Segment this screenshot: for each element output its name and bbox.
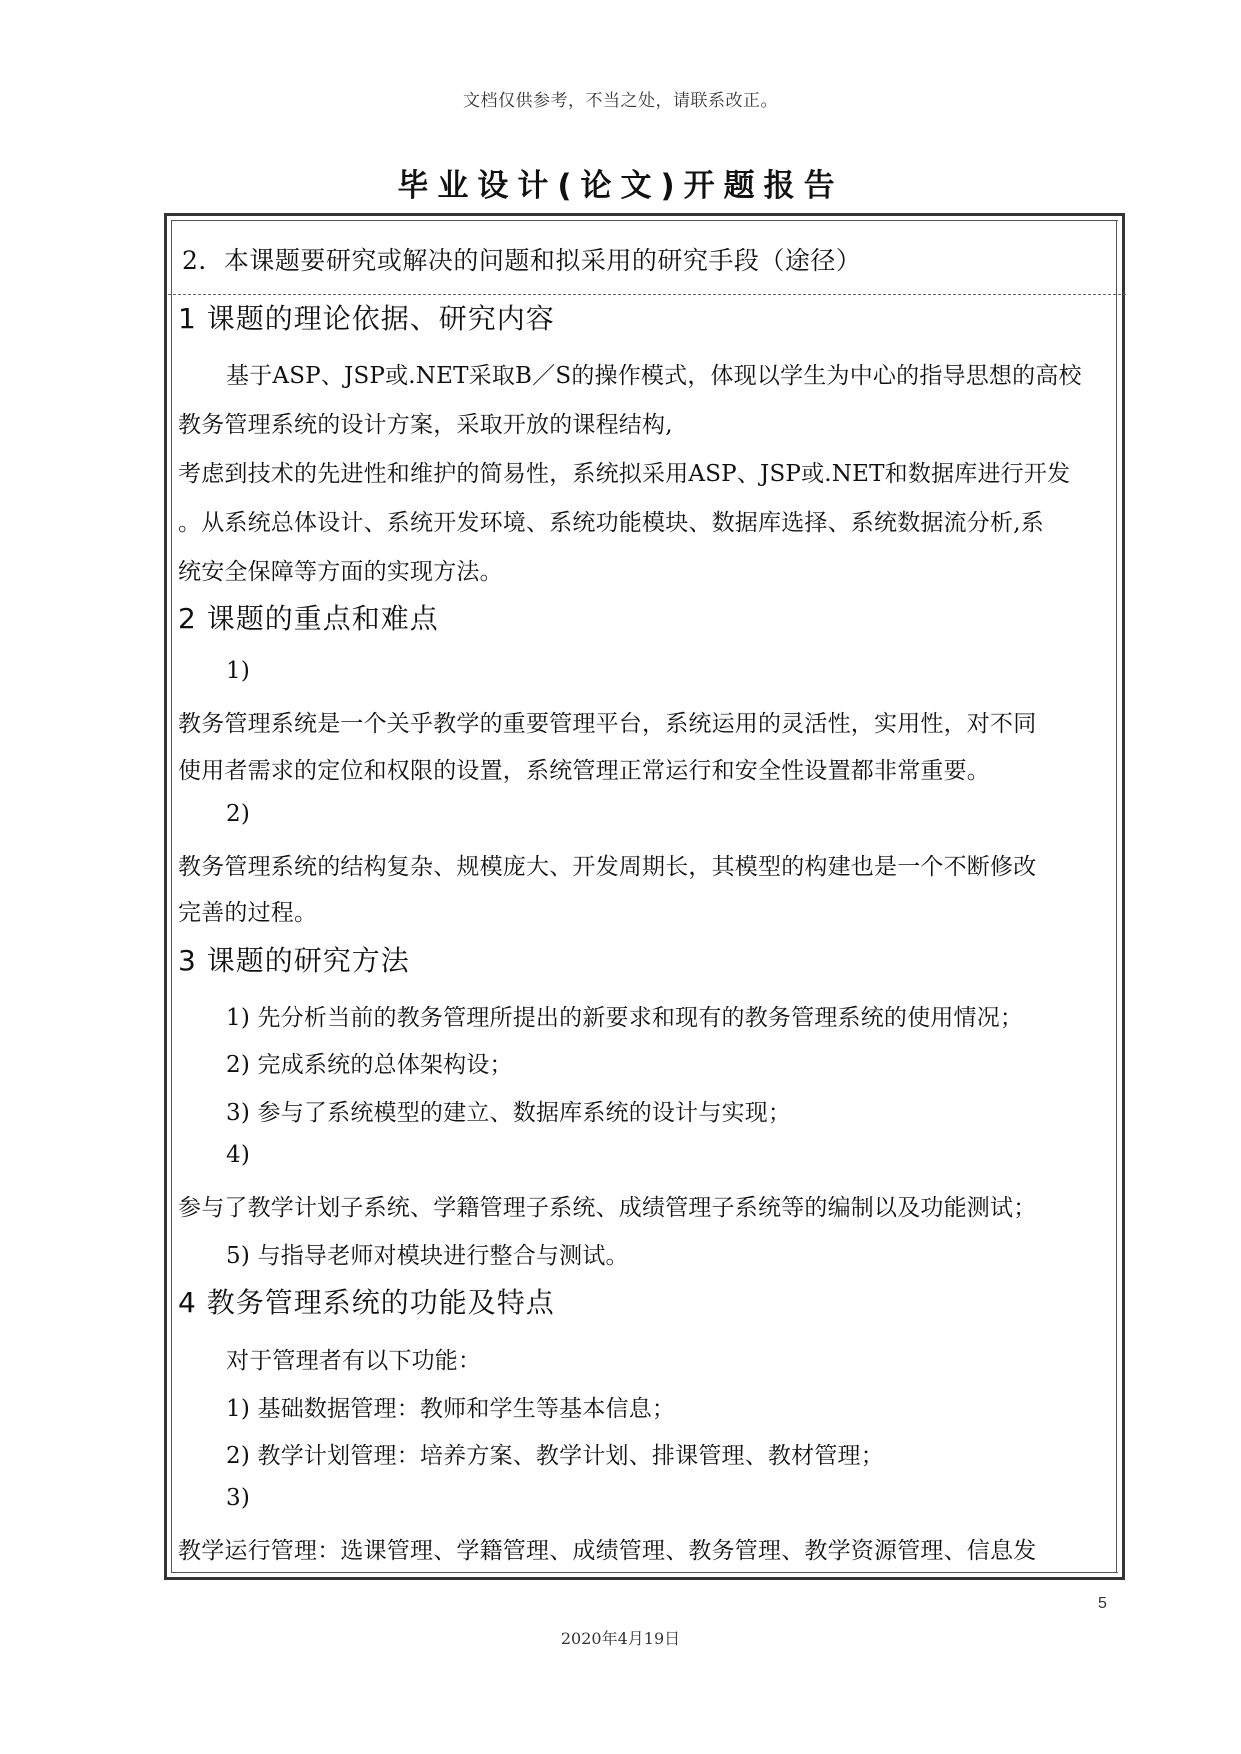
list-item: 参与了教学计划子系统、学籍管理子系统、成绩管理子系统等的编制以及功能测试； bbox=[178, 1195, 1037, 1221]
list-item: 1) 先分析当前的教务管理所提出的新要求和现有的教务管理系统的使用情况； bbox=[226, 1005, 1024, 1031]
list-item: 教学运行管理：选课管理、学籍管理、成绩管理、教务管理、教学资源管理、信息发 bbox=[178, 1538, 1037, 1564]
dashed-divider bbox=[168, 294, 1126, 295]
paragraph-line: 基于ASP、JSP或.NET采取B／S的操作模式，体现以学生为中心的指导思想的高校 bbox=[226, 363, 1082, 389]
section-header: 2．本课题要研究或解决的问题和拟采用的研究手段（途径） bbox=[182, 246, 862, 275]
list-number: 2) bbox=[226, 801, 251, 827]
footer-date: 2020年4月19日 bbox=[560, 1629, 681, 1648]
section-header-cell bbox=[172, 221, 1118, 289]
heading-research-methods: 3 课题的研究方法 bbox=[178, 944, 410, 977]
list-number: 4) bbox=[226, 1142, 251, 1168]
list-number: 1) bbox=[226, 658, 251, 684]
paragraph-line: 教务管理系统的设计方案，采取开放的课程结构, bbox=[178, 412, 673, 438]
paragraph-line: 教务管理系统的结构复杂、规模庞大、开发周期长，其模型的构建也是一个不断修改 bbox=[178, 854, 1037, 880]
paragraph-line: 完善的过程。 bbox=[178, 900, 318, 926]
paragraph-line: 教务管理系统是一个关乎教学的重要管理平台，系统运用的灵活性，实用性，对不同 bbox=[178, 711, 1037, 737]
heading-theory-basis: 1 课题的理论依据、研究内容 bbox=[178, 302, 555, 335]
heading-functions-features: 4 教务管理系统的功能及特点 bbox=[178, 1286, 555, 1319]
frame-right-rule bbox=[1116, 221, 1117, 1572]
list-item: 2) 教学计划管理：培养方案、教学计划、排课管理、教材管理； bbox=[226, 1443, 884, 1469]
paragraph-line: 考虑到技术的先进性和维护的简易性，系统拟采用ASP、JSP或.NET和数据库进行开发 bbox=[178, 461, 1071, 487]
document-title: 毕业设计(论文)开题报告 bbox=[397, 168, 844, 204]
list-item: 5) 与指导老师对模块进行整合与测试。 bbox=[226, 1243, 629, 1269]
list-number: 3) bbox=[226, 1485, 251, 1511]
header-note: 文档仅供参考，不当之处，请联系改正。 bbox=[463, 91, 778, 111]
list-item: 3) 参与了系统模型的建立、数据库系统的设计与实现； bbox=[226, 1100, 792, 1126]
paragraph-line: 统安全保障等方面的实现方法。 bbox=[178, 559, 503, 585]
heading-key-difficulties: 2 课题的重点和难点 bbox=[178, 602, 439, 635]
list-item: 1) 基础数据管理：教师和学生等基本信息； bbox=[226, 1396, 676, 1422]
paragraph-line: 。从系统总体设计、系统开发环境、系统功能模块、数据库选择、系统数据流分析,系 bbox=[178, 510, 1044, 536]
paragraph-line: 对于管理者有以下功能： bbox=[226, 1348, 482, 1374]
paragraph-line: 使用者需求的定位和权限的设置，系统管理正常运行和安全性设置都非常重要。 bbox=[178, 758, 990, 784]
list-item: 2) 完成系统的总体架构设； bbox=[226, 1052, 513, 1078]
page-number: 5 bbox=[1098, 1595, 1107, 1612]
